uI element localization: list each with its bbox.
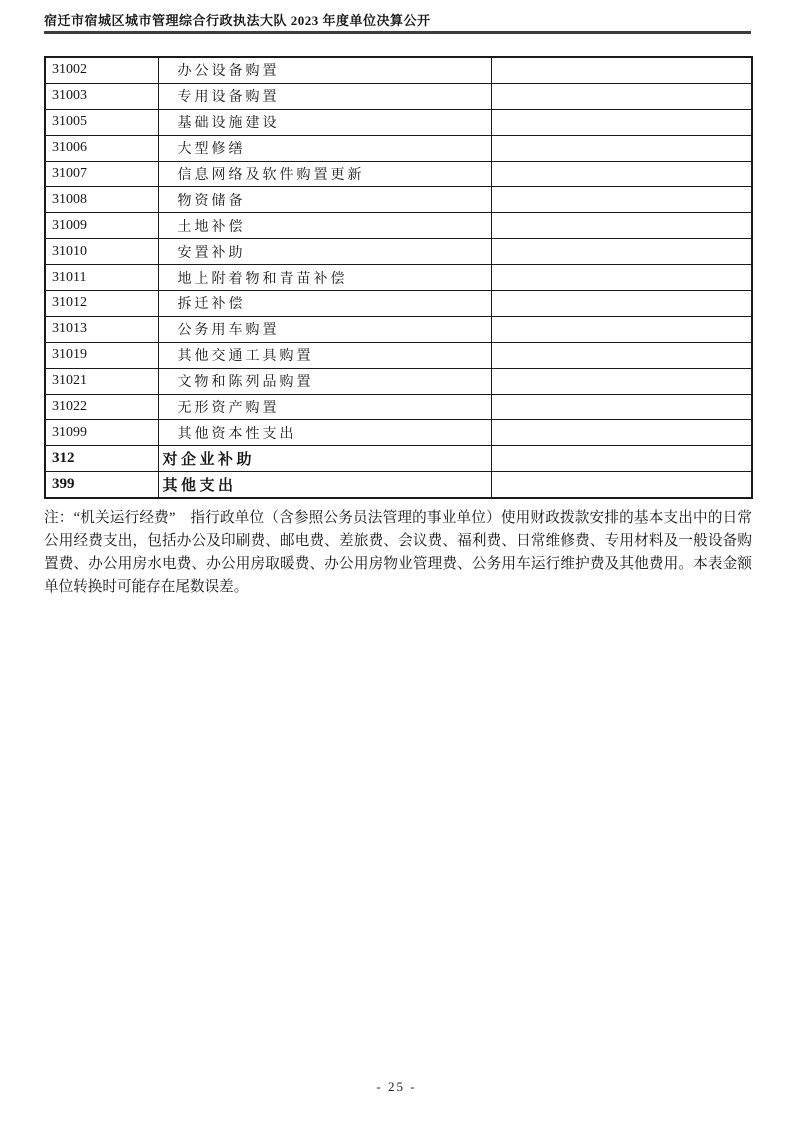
subject-code-cell: 31005 — [45, 109, 158, 135]
subject-name-cell: 文物和陈列品购置 — [158, 368, 491, 394]
subject-code-cell: 31002 — [45, 57, 158, 83]
amount-cell — [491, 394, 752, 420]
budget-table — [44, 56, 753, 499]
table-row — [45, 368, 752, 394]
subject-name-cell: 专用设备购置 — [158, 83, 491, 109]
table-row — [45, 420, 752, 446]
amount-cell — [491, 161, 752, 187]
subject-code-cell: 31003 — [45, 83, 158, 109]
amount-cell — [491, 472, 752, 498]
amount-cell — [491, 83, 752, 109]
page-number: - 25 - — [376, 1079, 417, 1094]
subject-code-cell: 31012 — [45, 291, 158, 317]
amount-cell — [491, 57, 752, 83]
amount-cell — [491, 368, 752, 394]
budget-table-body — [45, 57, 752, 498]
table-row — [45, 472, 752, 498]
amount-cell — [491, 446, 752, 472]
footnote-text: 注：“机关运行经费” 指行政单位（含参照公务员法管理的事业单位）使用财政拨款安排的基本支出中的日常公用经费支出，包括办公及印刷费、邮电费、差旅费、会议费、福利费、日常维修费、专用材料及一般设备购置费、办公用房水电费、办公用房取暖费、办公用房物业管理费、公务用车运行维护费及其他费用。本表金额单位转换时可能存在尾数误差。 — [44, 510, 752, 595]
subject-name-cell: 大型修缮 — [158, 135, 491, 161]
table-row — [45, 187, 752, 213]
amount-cell — [491, 187, 752, 213]
subject-code-cell: 31011 — [45, 265, 158, 291]
table-row — [45, 342, 752, 368]
table-row — [45, 83, 752, 109]
subject-code-cell: 31019 — [45, 342, 158, 368]
table-row — [45, 316, 752, 342]
subject-name-cell: 其他交通工具购置 — [158, 342, 491, 368]
table-row — [45, 394, 752, 420]
subject-name-cell: 物资储备 — [158, 187, 491, 213]
amount-cell — [491, 420, 752, 446]
subject-code-cell: 31009 — [45, 213, 158, 239]
table-row — [45, 57, 752, 83]
table-row — [45, 161, 752, 187]
subject-name-cell: 其他支出 — [158, 472, 491, 498]
page-header-title: 宿迁市宿城区城市管理综合行政执法大队 2023 年度单位决算公开 — [44, 13, 431, 28]
header-divider — [44, 31, 751, 34]
subject-code-cell: 312 — [45, 446, 158, 472]
subject-name-cell: 信息网络及软件购置更新 — [158, 161, 491, 187]
subject-name-cell: 地上附着物和青苗补偿 — [158, 265, 491, 291]
subject-code-cell: 31006 — [45, 135, 158, 161]
subject-code-cell: 31022 — [45, 394, 158, 420]
table-row — [45, 446, 752, 472]
amount-cell — [491, 109, 752, 135]
subject-name-cell: 办公设备购置 — [158, 57, 491, 83]
amount-cell — [491, 265, 752, 291]
table-row — [45, 213, 752, 239]
amount-cell — [491, 316, 752, 342]
subject-code-cell: 31013 — [45, 316, 158, 342]
amount-cell — [491, 239, 752, 265]
subject-code-cell: 31099 — [45, 420, 158, 446]
amount-cell — [491, 213, 752, 239]
table-row — [45, 239, 752, 265]
amount-cell — [491, 342, 752, 368]
amount-cell — [491, 291, 752, 317]
subject-name-cell: 对企业补助 — [158, 446, 491, 472]
table-row — [45, 135, 752, 161]
amount-cell — [491, 135, 752, 161]
subject-code-cell: 31007 — [45, 161, 158, 187]
subject-code-cell: 31008 — [45, 187, 158, 213]
subject-code-cell: 31021 — [45, 368, 158, 394]
subject-name-cell: 安置补助 — [158, 239, 491, 265]
subject-code-cell: 399 — [45, 472, 158, 498]
table-row — [45, 109, 752, 135]
subject-name-cell: 无形资产购置 — [158, 394, 491, 420]
subject-name-cell: 土地补偿 — [158, 213, 491, 239]
subject-name-cell: 基础设施建设 — [158, 109, 491, 135]
table-row — [45, 291, 752, 317]
subject-name-cell: 拆迁补偿 — [158, 291, 491, 317]
subject-code-cell: 31010 — [45, 239, 158, 265]
subject-name-cell: 公务用车购置 — [158, 316, 491, 342]
subject-name-cell: 其他资本性支出 — [158, 420, 491, 446]
table-row — [45, 265, 752, 291]
